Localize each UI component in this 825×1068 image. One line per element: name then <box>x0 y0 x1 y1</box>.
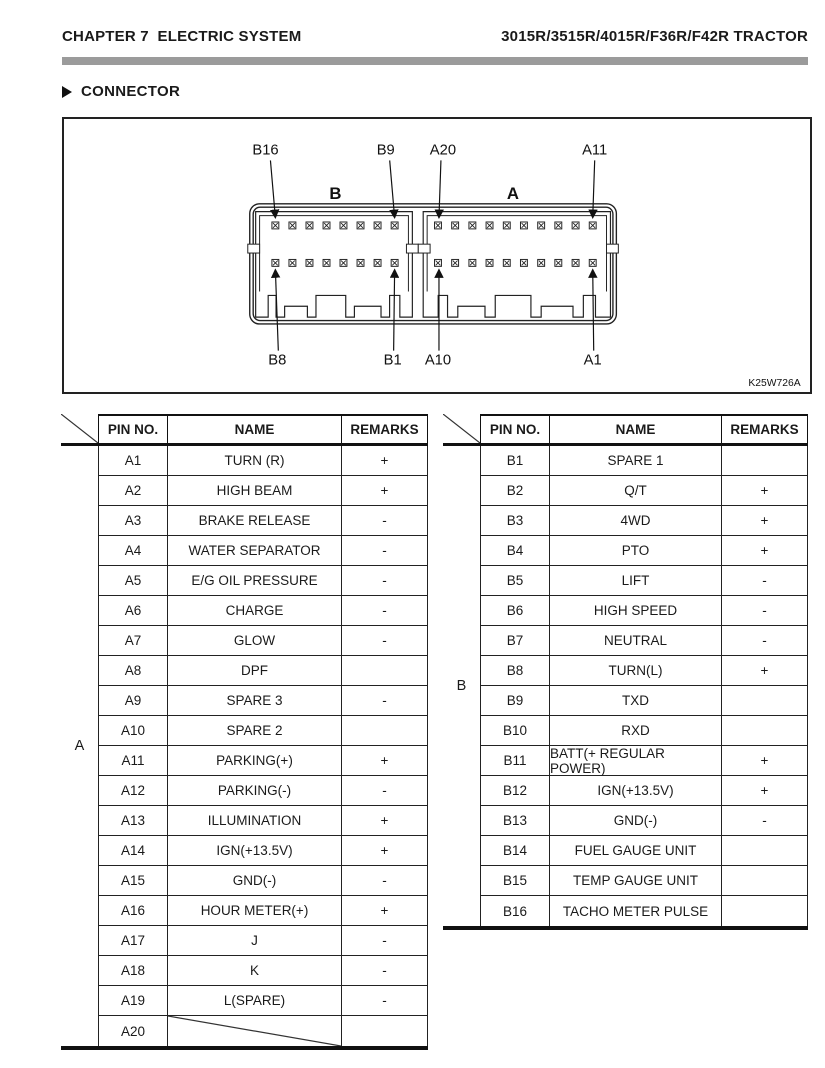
pin-cell: A8 <box>98 656 168 686</box>
pin-cell: A13 <box>98 806 168 836</box>
pin-b1 <box>391 259 398 266</box>
remarks-cell: - <box>721 566 808 596</box>
remarks-cell <box>721 836 808 866</box>
table-row <box>480 806 808 836</box>
table-row <box>98 506 428 536</box>
group-column <box>443 446 480 926</box>
pin-cell: A18 <box>98 956 168 986</box>
table-row <box>480 596 808 626</box>
pin-cell: A14 <box>98 836 168 866</box>
pin-cell: B9 <box>480 686 550 716</box>
pin-cell: A2 <box>98 476 168 506</box>
compartment-inner-line <box>260 216 409 292</box>
remarks-cell: + <box>721 656 808 686</box>
pin-a1 <box>589 259 596 266</box>
name-cell: SPARE 3 <box>168 686 341 716</box>
table-row <box>480 626 808 656</box>
name-cell: IGN(+13.5V) <box>550 776 721 806</box>
remarks-cell: - <box>341 566 428 596</box>
pin-cell: B3 <box>480 506 550 536</box>
pin-cell: A12 <box>98 776 168 806</box>
table-row <box>480 506 808 536</box>
table-row <box>480 866 808 896</box>
remarks-cell: + <box>721 746 808 776</box>
connector-diagram <box>62 117 812 394</box>
remarks-cell <box>721 896 808 926</box>
callout-label: A11 <box>582 142 608 159</box>
pin-a20 <box>435 222 442 229</box>
column-header: PIN NO. <box>480 414 550 443</box>
pin-cell: B4 <box>480 536 550 566</box>
pin-cell: A17 <box>98 926 168 956</box>
remarks-cell: - <box>341 506 428 536</box>
table-row <box>98 1016 428 1046</box>
table-row <box>480 746 808 776</box>
table-header-row <box>443 414 808 446</box>
name-cell: HIGH SPEED <box>550 596 721 626</box>
table-row <box>480 566 808 596</box>
pin-a13 <box>555 222 562 229</box>
pin-b6 <box>306 259 313 266</box>
pin-a18 <box>469 222 476 229</box>
remarks-cell: - <box>721 596 808 626</box>
remarks-cell: + <box>721 476 808 506</box>
group-label: A <box>74 738 85 754</box>
callout-arrow <box>394 270 395 351</box>
callout-arrow <box>439 160 441 217</box>
remarks-cell: - <box>341 956 428 986</box>
remarks-cell: - <box>341 686 428 716</box>
pin-table-a <box>61 414 428 1050</box>
name-cell: PARKING(-) <box>168 776 341 806</box>
table-rows <box>480 446 808 926</box>
pin-cell: A20 <box>98 1016 168 1046</box>
remarks-cell: + <box>721 536 808 566</box>
table-row <box>98 656 428 686</box>
name-cell: E/G OIL PRESSURE <box>168 566 341 596</box>
pin-b5 <box>323 259 330 266</box>
corner-diagonal <box>443 414 480 443</box>
table-row <box>98 776 428 806</box>
remarks-cell: - <box>341 626 428 656</box>
table-row <box>98 626 428 656</box>
pin-a6 <box>503 259 510 266</box>
keying-notches <box>248 244 619 253</box>
name-cell: TXD <box>550 686 721 716</box>
name-cell: TURN (R) <box>168 446 341 476</box>
pin-cell: A3 <box>98 506 168 536</box>
pin-cell: B16 <box>480 896 550 926</box>
name-cell: NEUTRAL <box>550 626 721 656</box>
name-cell: BRAKE RELEASE <box>168 506 341 536</box>
pin-b13 <box>323 222 330 229</box>
callout-arrow <box>270 160 275 217</box>
pin-b8 <box>272 259 279 266</box>
corner-diagonal <box>61 414 98 443</box>
name-cell: WATER SEPARATOR <box>168 536 341 566</box>
page-header <box>62 28 808 45</box>
pin-cell: A5 <box>98 566 168 596</box>
pin-cell: B2 <box>480 476 550 506</box>
empty-name-slash <box>168 1016 341 1046</box>
pin-cell: B11 <box>480 746 550 776</box>
table-row <box>480 836 808 866</box>
pin-cell: B6 <box>480 596 550 626</box>
header-divider <box>62 57 808 65</box>
remarks-cell <box>721 716 808 746</box>
chapter-title: CHAPTER 7 ELECTRIC SYSTEM <box>62 28 302 45</box>
name-cell: Q/T <box>550 476 721 506</box>
pin-a3 <box>555 259 562 266</box>
callout-label: A1 <box>583 352 602 369</box>
pin-b12 <box>340 222 347 229</box>
pin-table-b <box>443 414 808 930</box>
name-cell: TURN(L) <box>550 656 721 686</box>
column-header: REMARKS <box>341 414 428 443</box>
table-row <box>98 536 428 566</box>
table-row <box>98 986 428 1016</box>
name-cell: RXD <box>550 716 721 746</box>
name-cell: IGN(+13.5V) <box>168 836 341 866</box>
remarks-cell <box>721 686 808 716</box>
pin-b14 <box>306 222 313 229</box>
column-header: REMARKS <box>721 414 808 443</box>
pin-a8 <box>469 259 476 266</box>
pin-b15 <box>289 222 296 229</box>
name-cell: PTO <box>550 536 721 566</box>
remarks-cell <box>721 446 808 476</box>
table-row <box>480 776 808 806</box>
corner-cell <box>61 414 98 443</box>
group-label: B <box>456 678 467 694</box>
callout-label: B8 <box>268 352 287 369</box>
section-heading <box>62 83 180 100</box>
table-row <box>98 806 428 836</box>
section-title: CONNECTOR <box>81 83 181 100</box>
table-row <box>480 446 808 476</box>
remarks-cell <box>341 1016 428 1046</box>
name-cell <box>168 1016 341 1046</box>
name-cell: GND(-) <box>168 866 341 896</box>
name-cell: L(SPARE) <box>168 986 341 1016</box>
name-cell: CHARGE <box>168 596 341 626</box>
table-row <box>98 836 428 866</box>
pin-a10 <box>435 259 442 266</box>
table-row <box>98 686 428 716</box>
pin-a12 <box>572 222 579 229</box>
table-row <box>480 716 808 746</box>
pin-cell: B5 <box>480 566 550 596</box>
table-row <box>98 746 428 776</box>
pin-b3 <box>357 259 364 266</box>
table-row <box>98 716 428 746</box>
callout-arrow <box>390 160 395 217</box>
table-row <box>98 596 428 626</box>
pin-a14 <box>538 222 545 229</box>
pin-a2 <box>572 259 579 266</box>
pin-a5 <box>520 259 527 266</box>
pin-a11 <box>589 222 596 229</box>
table-row <box>98 956 428 986</box>
name-cell: K <box>168 956 341 986</box>
section-label-a: A <box>506 183 519 203</box>
pin-cell: A4 <box>98 536 168 566</box>
column-header: NAME <box>550 414 721 443</box>
pin-a17 <box>486 222 493 229</box>
pin-cell: B13 <box>480 806 550 836</box>
remarks-cell: + <box>341 836 428 866</box>
pin-b4 <box>340 259 347 266</box>
callout-label: A10 <box>424 352 452 369</box>
name-cell: 4WD <box>550 506 721 536</box>
pin-b10 <box>374 222 381 229</box>
section-bullet-icon <box>62 86 72 98</box>
table-row <box>98 896 428 926</box>
name-cell: LIFT <box>550 566 721 596</box>
name-cell: DPF <box>168 656 341 686</box>
pin-b16 <box>272 222 279 229</box>
pin-a19 <box>452 222 459 229</box>
name-cell: HIGH BEAM <box>168 476 341 506</box>
remarks-cell: - <box>341 866 428 896</box>
remarks-cell: + <box>341 806 428 836</box>
pin-cell: B12 <box>480 776 550 806</box>
pin-cell: A6 <box>98 596 168 626</box>
name-cell: SPARE 2 <box>168 716 341 746</box>
pin-a9 <box>452 259 459 266</box>
connector-diagram-svg <box>64 119 810 392</box>
pin-cell: B1 <box>480 446 550 476</box>
pin-cell: A19 <box>98 986 168 1016</box>
remarks-cell: - <box>341 926 428 956</box>
name-cell: J <box>168 926 341 956</box>
corner-cell <box>443 414 480 443</box>
pin-cell: A16 <box>98 896 168 926</box>
table-rows <box>98 446 428 1046</box>
table-row <box>98 476 428 506</box>
pin-a16 <box>503 222 510 229</box>
table-row <box>98 926 428 956</box>
table-row <box>480 536 808 566</box>
pin-cell: A11 <box>98 746 168 776</box>
pin-callouts <box>252 142 607 368</box>
remarks-cell <box>341 716 428 746</box>
pin-cell: B7 <box>480 626 550 656</box>
remarks-cell <box>341 656 428 686</box>
pin-cell: B15 <box>480 866 550 896</box>
remarks-cell: + <box>341 446 428 476</box>
remarks-cell: - <box>721 626 808 656</box>
callout-arrow <box>593 270 594 351</box>
remarks-cell: - <box>341 986 428 1016</box>
pin-cell: B8 <box>480 656 550 686</box>
pin-cell: B14 <box>480 836 550 866</box>
name-cell: GLOW <box>168 626 341 656</box>
pin-cell: A7 <box>98 626 168 656</box>
figure-code: K25W726A <box>748 378 801 390</box>
remarks-cell: - <box>341 536 428 566</box>
column-header: NAME <box>168 414 341 443</box>
name-cell: TEMP GAUGE UNIT <box>550 866 721 896</box>
callout-label: A20 <box>429 142 457 159</box>
table-row <box>480 476 808 506</box>
remarks-cell: + <box>341 746 428 776</box>
table-row <box>480 686 808 716</box>
table-row <box>480 896 808 926</box>
remarks-cell: - <box>341 596 428 626</box>
name-cell: BATT(+ REGULAR POWER) <box>550 746 721 776</box>
pin-cell: B10 <box>480 716 550 746</box>
remarks-cell: + <box>341 896 428 926</box>
name-cell: PARKING(+) <box>168 746 341 776</box>
table-row <box>98 566 428 596</box>
pin-a7 <box>486 259 493 266</box>
model-title: 3015R/3515R/4015R/F36R/F42R TRACTOR <box>501 28 808 45</box>
section-label-b: B <box>329 183 342 203</box>
pin-b7 <box>289 259 296 266</box>
pin-grid <box>272 222 596 266</box>
table-row <box>98 866 428 896</box>
pin-cell: A15 <box>98 866 168 896</box>
callout-label: B1 <box>383 352 402 369</box>
table-row <box>98 446 428 476</box>
callout-label: B9 <box>376 142 395 159</box>
pin-cell: A1 <box>98 446 168 476</box>
remarks-cell: + <box>721 776 808 806</box>
name-cell: HOUR METER(+) <box>168 896 341 926</box>
column-header: PIN NO. <box>98 414 168 443</box>
name-cell: TACHO METER PULSE <box>562 903 709 919</box>
callout-label: B16 <box>252 142 279 159</box>
table-body <box>443 446 808 930</box>
callout-arrow <box>593 160 595 217</box>
remarks-cell <box>721 866 808 896</box>
table-row <box>480 656 808 686</box>
pin-a4 <box>538 259 545 266</box>
pin-b2 <box>374 259 381 266</box>
group-column <box>61 446 98 1046</box>
remarks-cell: - <box>341 776 428 806</box>
table-header-row <box>61 414 428 446</box>
pin-b9 <box>391 222 398 229</box>
name-cell: FUEL GAUGE UNIT <box>550 836 721 866</box>
remarks-cell: + <box>341 476 428 506</box>
table-body <box>61 446 428 1050</box>
name-cell: ILLUMINATION <box>168 806 341 836</box>
pin-a15 <box>520 222 527 229</box>
name-cell: SPARE 1 <box>550 446 721 476</box>
remarks-cell: - <box>721 806 808 836</box>
name-cell: GND(-) <box>550 806 721 836</box>
pin-cell: A9 <box>98 686 168 716</box>
pin-b11 <box>357 222 364 229</box>
remarks-cell: + <box>721 506 808 536</box>
pin-cell: A10 <box>98 716 168 746</box>
